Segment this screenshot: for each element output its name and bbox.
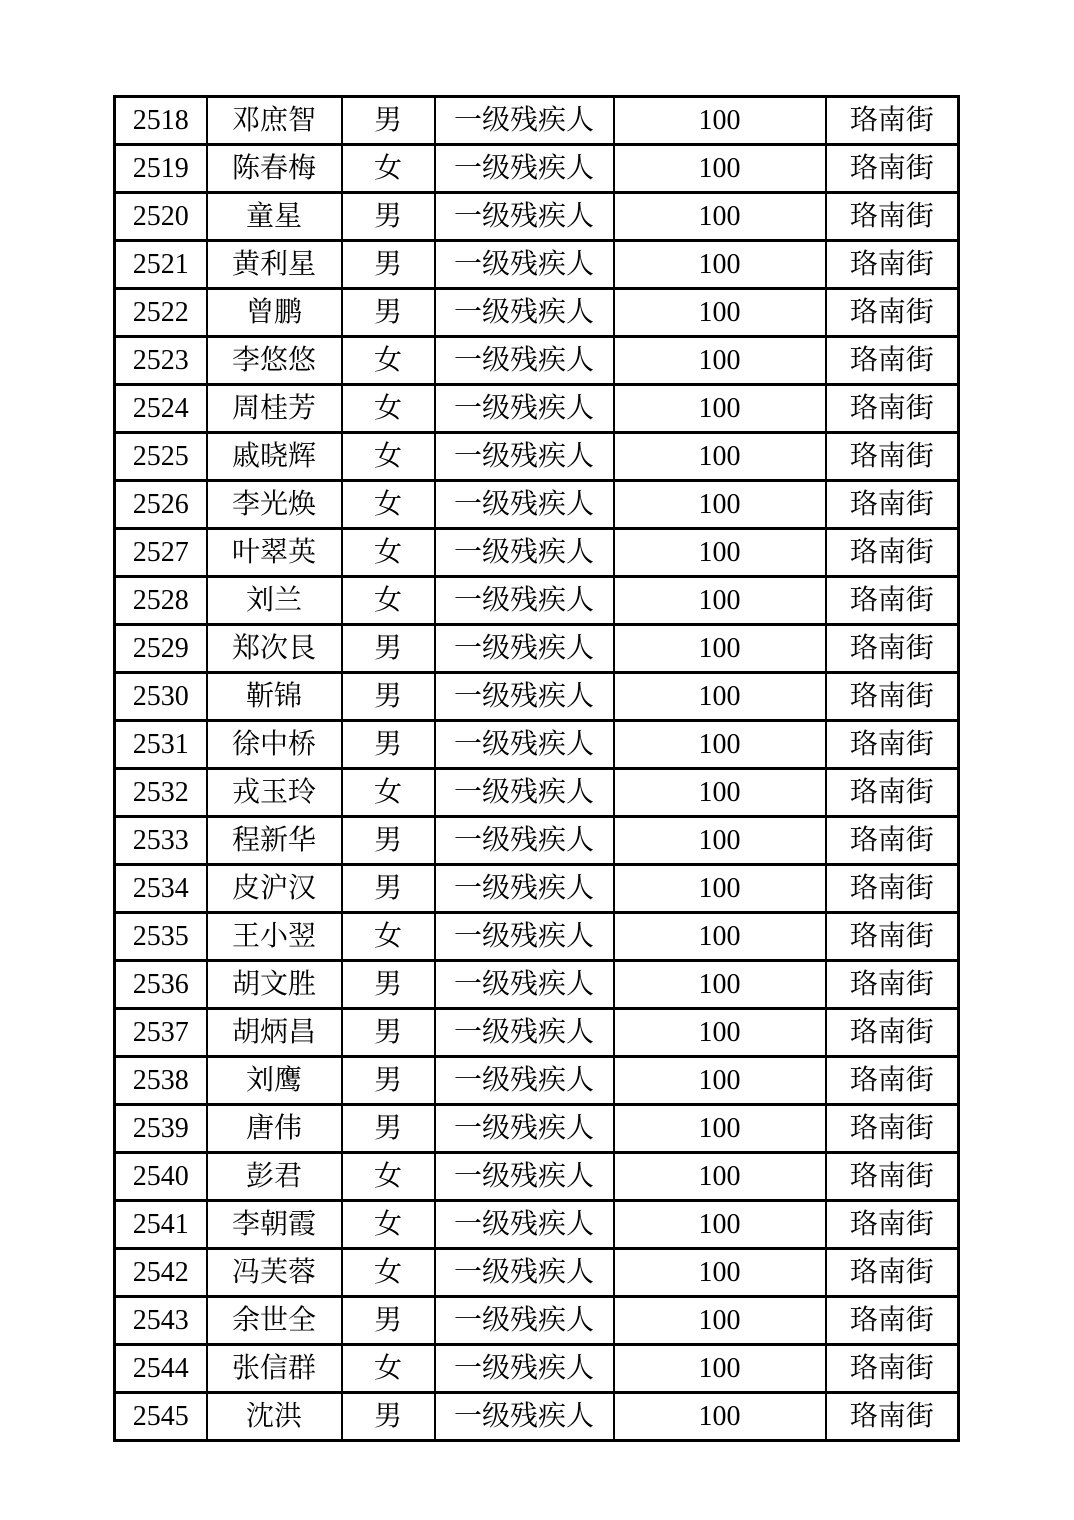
table-row xyxy=(115,1057,959,1105)
cell-gender: 男 xyxy=(342,625,435,673)
cell-amount: 100 xyxy=(614,529,826,577)
cell-category: 一级残疾人 xyxy=(435,1009,614,1057)
cell-name: 余世全 xyxy=(207,1297,342,1345)
cell-id: 2544 xyxy=(115,1345,207,1393)
cell-category: 一级残疾人 xyxy=(435,913,614,961)
cell-name: 李悠悠 xyxy=(207,337,342,385)
cell-gender: 男 xyxy=(342,673,435,721)
cell-amount: 100 xyxy=(614,865,826,913)
cell-gender: 男 xyxy=(342,961,435,1009)
cell-street: 珞南街 xyxy=(826,481,959,529)
cell-id: 2525 xyxy=(115,433,207,481)
cell-street: 珞南街 xyxy=(826,1393,959,1441)
cell-name: 李光焕 xyxy=(207,481,342,529)
cell-street: 珞南街 xyxy=(826,769,959,817)
cell-name: 刘兰 xyxy=(207,577,342,625)
cell-amount: 100 xyxy=(614,817,826,865)
table-row xyxy=(115,865,959,913)
cell-id: 2530 xyxy=(115,673,207,721)
cell-category: 一级残疾人 xyxy=(435,1105,614,1153)
cell-category: 一级残疾人 xyxy=(435,145,614,193)
cell-name: 陈春梅 xyxy=(207,145,342,193)
cell-gender: 男 xyxy=(342,193,435,241)
cell-gender: 女 xyxy=(342,1249,435,1297)
cell-gender: 女 xyxy=(342,337,435,385)
cell-amount: 100 xyxy=(614,433,826,481)
cell-category: 一级残疾人 xyxy=(435,97,614,145)
cell-street: 珞南街 xyxy=(826,529,959,577)
cell-gender: 男 xyxy=(342,721,435,769)
cell-id: 2537 xyxy=(115,1009,207,1057)
cell-amount: 100 xyxy=(614,1201,826,1249)
table-row xyxy=(115,433,959,481)
cell-amount: 100 xyxy=(614,145,826,193)
cell-amount: 100 xyxy=(614,625,826,673)
cell-gender: 女 xyxy=(342,1345,435,1393)
table-row xyxy=(115,145,959,193)
cell-category: 一级残疾人 xyxy=(435,193,614,241)
cell-amount: 100 xyxy=(614,673,826,721)
cell-gender: 女 xyxy=(342,769,435,817)
cell-street: 珞南街 xyxy=(826,337,959,385)
cell-street: 珞南街 xyxy=(826,1201,959,1249)
cell-amount: 100 xyxy=(614,913,826,961)
cell-id: 2529 xyxy=(115,625,207,673)
cell-category: 一级残疾人 xyxy=(435,529,614,577)
cell-id: 2522 xyxy=(115,289,207,337)
cell-name: 张信群 xyxy=(207,1345,342,1393)
cell-gender: 女 xyxy=(342,145,435,193)
cell-amount: 100 xyxy=(614,769,826,817)
table-row xyxy=(115,625,959,673)
table-row xyxy=(115,241,959,289)
cell-category: 一级残疾人 xyxy=(435,1345,614,1393)
cell-category: 一级残疾人 xyxy=(435,1393,614,1441)
table-row xyxy=(115,1345,959,1393)
cell-gender: 男 xyxy=(342,241,435,289)
cell-street: 珞南街 xyxy=(826,1153,959,1201)
cell-category: 一级残疾人 xyxy=(435,1249,614,1297)
cell-street: 珞南街 xyxy=(826,1105,959,1153)
cell-amount: 100 xyxy=(614,193,826,241)
cell-name: 胡炳昌 xyxy=(207,1009,342,1057)
cell-id: 2532 xyxy=(115,769,207,817)
cell-name: 彭君 xyxy=(207,1153,342,1201)
cell-id: 2518 xyxy=(115,97,207,145)
table-row xyxy=(115,337,959,385)
cell-name: 冯芙蓉 xyxy=(207,1249,342,1297)
cell-amount: 100 xyxy=(614,1105,826,1153)
cell-street: 珞南街 xyxy=(826,1009,959,1057)
cell-street: 珞南街 xyxy=(826,961,959,1009)
cell-street: 珞南街 xyxy=(826,673,959,721)
cell-amount: 100 xyxy=(614,241,826,289)
cell-gender: 女 xyxy=(342,1153,435,1201)
table-row xyxy=(115,289,959,337)
cell-id: 2519 xyxy=(115,145,207,193)
cell-amount: 100 xyxy=(614,961,826,1009)
cell-id: 2538 xyxy=(115,1057,207,1105)
cell-category: 一级残疾人 xyxy=(435,289,614,337)
cell-street: 珞南街 xyxy=(826,721,959,769)
cell-category: 一级残疾人 xyxy=(435,721,614,769)
cell-amount: 100 xyxy=(614,1297,826,1345)
cell-street: 珞南街 xyxy=(826,193,959,241)
cell-gender: 女 xyxy=(342,913,435,961)
cell-name: 唐伟 xyxy=(207,1105,342,1153)
cell-gender: 女 xyxy=(342,481,435,529)
cell-category: 一级残疾人 xyxy=(435,241,614,289)
cell-gender: 男 xyxy=(342,1009,435,1057)
cell-street: 珞南街 xyxy=(826,289,959,337)
cell-id: 2520 xyxy=(115,193,207,241)
cell-category: 一级残疾人 xyxy=(435,961,614,1009)
table-row xyxy=(115,1201,959,1249)
cell-amount: 100 xyxy=(614,337,826,385)
cell-street: 珞南街 xyxy=(826,385,959,433)
cell-gender: 女 xyxy=(342,385,435,433)
cell-category: 一级残疾人 xyxy=(435,673,614,721)
cell-id: 2536 xyxy=(115,961,207,1009)
cell-street: 珞南街 xyxy=(826,241,959,289)
cell-street: 珞南街 xyxy=(826,1057,959,1105)
disability-subsidy-table xyxy=(113,95,960,1442)
cell-name: 戎玉玲 xyxy=(207,769,342,817)
cell-id: 2523 xyxy=(115,337,207,385)
cell-name: 靳锦 xyxy=(207,673,342,721)
cell-name: 程新华 xyxy=(207,817,342,865)
cell-name: 周桂芳 xyxy=(207,385,342,433)
cell-category: 一级残疾人 xyxy=(435,865,614,913)
cell-id: 2535 xyxy=(115,913,207,961)
table-row xyxy=(115,673,959,721)
cell-amount: 100 xyxy=(614,1009,826,1057)
cell-street: 珞南街 xyxy=(826,913,959,961)
cell-street: 珞南街 xyxy=(826,1297,959,1345)
table-row xyxy=(115,817,959,865)
cell-id: 2540 xyxy=(115,1153,207,1201)
table-row xyxy=(115,97,959,145)
cell-amount: 100 xyxy=(614,481,826,529)
cell-category: 一级残疾人 xyxy=(435,481,614,529)
cell-name: 李朝霞 xyxy=(207,1201,342,1249)
cell-id: 2541 xyxy=(115,1201,207,1249)
cell-id: 2526 xyxy=(115,481,207,529)
cell-id: 2524 xyxy=(115,385,207,433)
cell-gender: 男 xyxy=(342,1057,435,1105)
cell-id: 2528 xyxy=(115,577,207,625)
cell-category: 一级残疾人 xyxy=(435,337,614,385)
table-row xyxy=(115,1249,959,1297)
cell-gender: 男 xyxy=(342,1393,435,1441)
cell-category: 一级残疾人 xyxy=(435,769,614,817)
cell-amount: 100 xyxy=(614,1153,826,1201)
cell-name: 戚晓辉 xyxy=(207,433,342,481)
cell-name: 曾鹏 xyxy=(207,289,342,337)
cell-gender: 男 xyxy=(342,1105,435,1153)
table-row xyxy=(115,1105,959,1153)
cell-amount: 100 xyxy=(614,1057,826,1105)
table-row xyxy=(115,1153,959,1201)
cell-name: 邓庶智 xyxy=(207,97,342,145)
cell-amount: 100 xyxy=(614,385,826,433)
cell-gender: 男 xyxy=(342,1297,435,1345)
cell-gender: 女 xyxy=(342,529,435,577)
cell-id: 2543 xyxy=(115,1297,207,1345)
cell-gender: 男 xyxy=(342,289,435,337)
cell-amount: 100 xyxy=(614,721,826,769)
cell-amount: 100 xyxy=(614,1345,826,1393)
cell-id: 2521 xyxy=(115,241,207,289)
cell-category: 一级残疾人 xyxy=(435,433,614,481)
cell-category: 一级残疾人 xyxy=(435,1297,614,1345)
cell-id: 2531 xyxy=(115,721,207,769)
cell-category: 一级残疾人 xyxy=(435,817,614,865)
cell-id: 2542 xyxy=(115,1249,207,1297)
cell-gender: 女 xyxy=(342,1201,435,1249)
table-row xyxy=(115,961,959,1009)
cell-id: 2534 xyxy=(115,865,207,913)
cell-street: 珞南街 xyxy=(826,865,959,913)
table-row xyxy=(115,577,959,625)
cell-gender: 女 xyxy=(342,577,435,625)
cell-street: 珞南街 xyxy=(826,433,959,481)
cell-amount: 100 xyxy=(614,289,826,337)
cell-name: 郑次艮 xyxy=(207,625,342,673)
cell-street: 珞南街 xyxy=(826,625,959,673)
cell-street: 珞南街 xyxy=(826,817,959,865)
cell-category: 一级残疾人 xyxy=(435,1057,614,1105)
cell-name: 徐中桥 xyxy=(207,721,342,769)
table-row xyxy=(115,1297,959,1345)
cell-category: 一级残疾人 xyxy=(435,577,614,625)
cell-id: 2545 xyxy=(115,1393,207,1441)
cell-name: 皮沪汉 xyxy=(207,865,342,913)
cell-amount: 100 xyxy=(614,97,826,145)
cell-category: 一级残疾人 xyxy=(435,385,614,433)
cell-gender: 男 xyxy=(342,865,435,913)
cell-category: 一级残疾人 xyxy=(435,1153,614,1201)
table-row xyxy=(115,913,959,961)
table-row xyxy=(115,769,959,817)
cell-amount: 100 xyxy=(614,1393,826,1441)
cell-category: 一级残疾人 xyxy=(435,625,614,673)
cell-name: 童星 xyxy=(207,193,342,241)
table-body xyxy=(115,97,959,1441)
cell-id: 2527 xyxy=(115,529,207,577)
table-row xyxy=(115,721,959,769)
cell-id: 2533 xyxy=(115,817,207,865)
cell-gender: 女 xyxy=(342,433,435,481)
cell-gender: 男 xyxy=(342,817,435,865)
cell-street: 珞南街 xyxy=(826,145,959,193)
cell-name: 刘鹰 xyxy=(207,1057,342,1105)
cell-amount: 100 xyxy=(614,1249,826,1297)
table-row xyxy=(115,529,959,577)
cell-category: 一级残疾人 xyxy=(435,1201,614,1249)
cell-name: 王小翌 xyxy=(207,913,342,961)
cell-id: 2539 xyxy=(115,1105,207,1153)
cell-name: 黄利星 xyxy=(207,241,342,289)
table-row xyxy=(115,193,959,241)
cell-street: 珞南街 xyxy=(826,97,959,145)
cell-name: 沈洪 xyxy=(207,1393,342,1441)
cell-street: 珞南街 xyxy=(826,1249,959,1297)
cell-name: 叶翠英 xyxy=(207,529,342,577)
cell-amount: 100 xyxy=(614,577,826,625)
cell-street: 珞南街 xyxy=(826,1345,959,1393)
table-row xyxy=(115,1009,959,1057)
cell-gender: 男 xyxy=(342,97,435,145)
table-row xyxy=(115,481,959,529)
table-row xyxy=(115,385,959,433)
cell-name: 胡文胜 xyxy=(207,961,342,1009)
table-row xyxy=(115,1393,959,1441)
cell-street: 珞南街 xyxy=(826,577,959,625)
